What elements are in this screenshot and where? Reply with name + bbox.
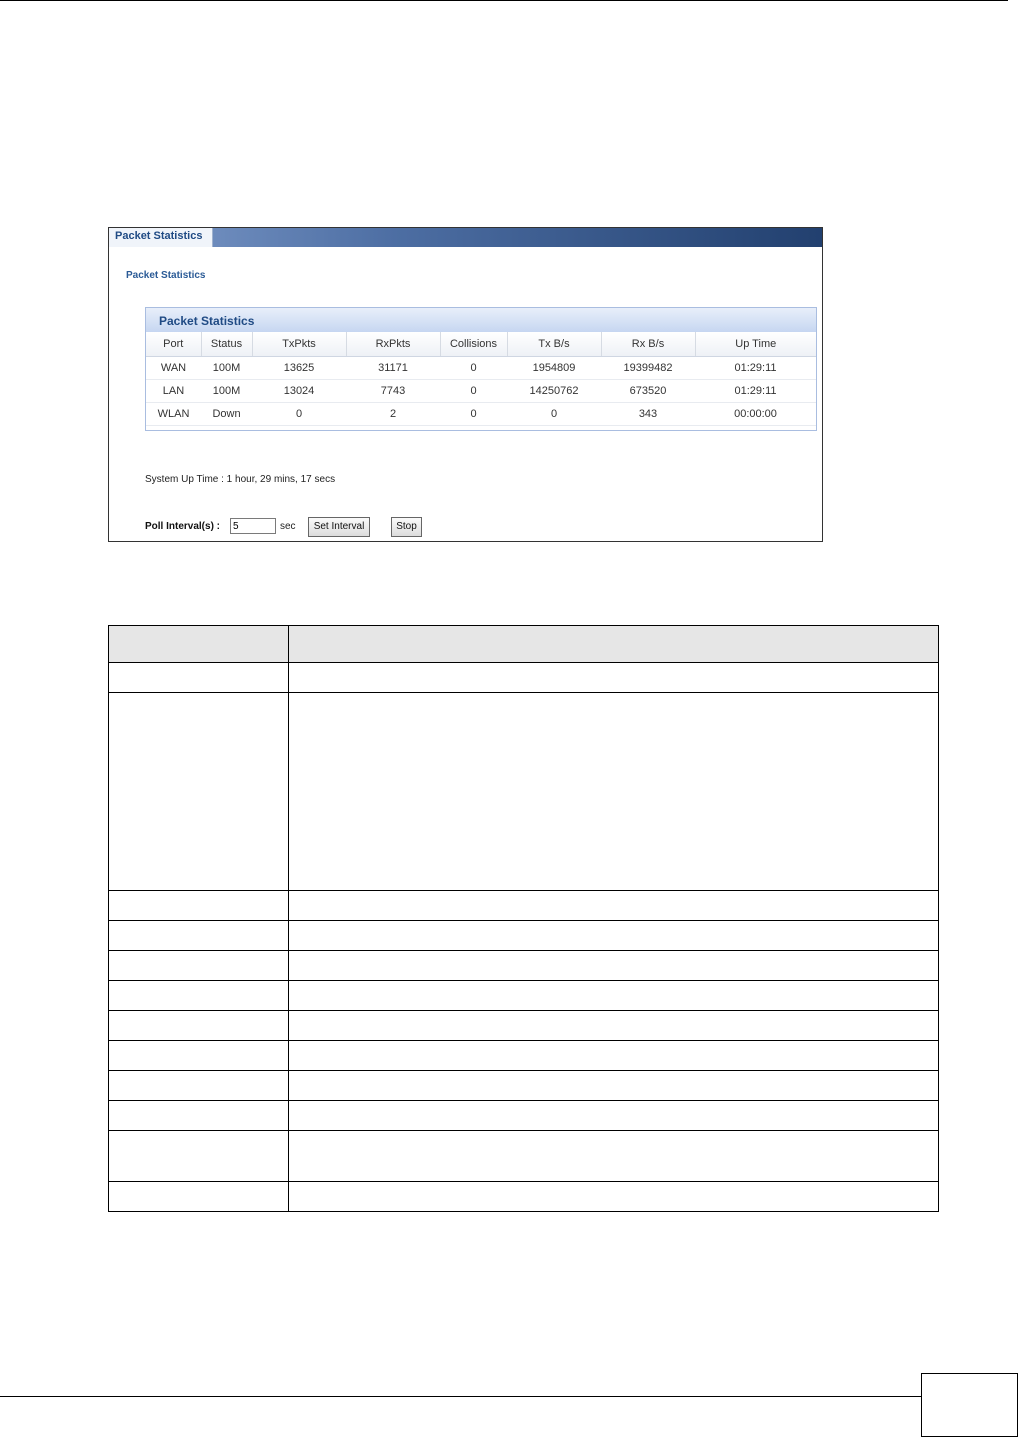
cell-rxpkts: 31171 xyxy=(346,357,440,380)
column-header-tx-bps: Tx B/s xyxy=(507,332,601,357)
cell-up-time: 01:29:11 xyxy=(695,357,816,380)
description-header-row xyxy=(109,626,939,663)
cell-rx-bps: 19399482 xyxy=(601,357,695,380)
tab-label: Packet Statistics xyxy=(115,230,203,242)
cell-status: 100M xyxy=(201,380,252,403)
table-row xyxy=(109,663,939,693)
header-cell xyxy=(109,626,289,663)
table-row xyxy=(109,1182,939,1212)
cell-txpkts: 0 xyxy=(252,403,346,426)
column-header-txpkts: TxPkts xyxy=(252,332,346,357)
cell-collisions: 0 xyxy=(440,403,507,426)
table-row xyxy=(146,403,816,426)
table-row xyxy=(146,357,816,380)
poll-unit-label: sec xyxy=(280,521,296,532)
table-row xyxy=(109,693,939,891)
cell-collisions: 0 xyxy=(440,357,507,380)
table-row xyxy=(109,1071,939,1101)
cell-txpkts: 13625 xyxy=(252,357,346,380)
table-row xyxy=(109,921,939,951)
table-row xyxy=(109,1131,939,1182)
cell-rx-bps: 343 xyxy=(601,403,695,426)
column-header-up-time: Up Time xyxy=(695,332,816,357)
stop-button[interactable]: Stop xyxy=(391,517,422,537)
column-header-status: Status xyxy=(201,332,252,357)
column-header-rxpkts: RxPkts xyxy=(346,332,440,357)
statistics-table xyxy=(146,332,816,426)
statistics-section-header xyxy=(146,308,816,332)
table-row xyxy=(146,380,816,403)
poll-interval-label: Poll Interval(s) : xyxy=(145,521,221,532)
tab-bar xyxy=(109,228,822,247)
table-row xyxy=(109,1011,939,1041)
cell-status: 100M xyxy=(201,357,252,380)
cell-up-time: 01:29:11 xyxy=(695,380,816,403)
table-row xyxy=(109,981,939,1011)
cell-up-time: 00:00:00 xyxy=(695,403,816,426)
table-row xyxy=(109,1041,939,1071)
set-interval-button[interactable]: Set Interval xyxy=(308,517,370,537)
cell-rx-bps: 673520 xyxy=(601,380,695,403)
header-rule xyxy=(0,0,1008,1)
cell-collisions: 0 xyxy=(440,380,507,403)
cell-rxpkts: 2 xyxy=(346,403,440,426)
header-cell xyxy=(289,626,939,663)
table-header-row xyxy=(146,332,816,357)
cell-rxpkts: 7743 xyxy=(346,380,440,403)
cell-tx-bps: 14250762 xyxy=(507,380,601,403)
cell-port: LAN xyxy=(146,380,201,403)
section-title: Packet Statistics xyxy=(159,314,255,328)
description-table xyxy=(108,625,939,1212)
cell-port: WAN xyxy=(146,357,201,380)
table-row xyxy=(109,951,939,981)
cell-port: WLAN xyxy=(146,403,201,426)
tab-packet-statistics[interactable] xyxy=(109,228,213,247)
statistics-table-frame xyxy=(145,307,817,431)
column-header-rx-bps: Rx B/s xyxy=(601,332,695,357)
column-header-collisions: Collisions xyxy=(440,332,507,357)
page-number-box xyxy=(921,1373,1018,1437)
cell-txpkts: 13024 xyxy=(252,380,346,403)
poll-interval-input[interactable] xyxy=(230,518,276,534)
cell-tx-bps: 0 xyxy=(507,403,601,426)
cell-status: Down xyxy=(201,403,252,426)
cell-tx-bps: 1954809 xyxy=(507,357,601,380)
table-row xyxy=(109,1101,939,1131)
table-row xyxy=(109,891,939,921)
packet-statistics-screen xyxy=(108,227,823,542)
footer-rule xyxy=(0,1396,922,1397)
column-header-port: Port xyxy=(146,332,201,357)
page-heading: Packet Statistics xyxy=(126,270,206,281)
system-up-time: System Up Time : 1 hour, 29 mins, 17 secs xyxy=(145,474,336,485)
